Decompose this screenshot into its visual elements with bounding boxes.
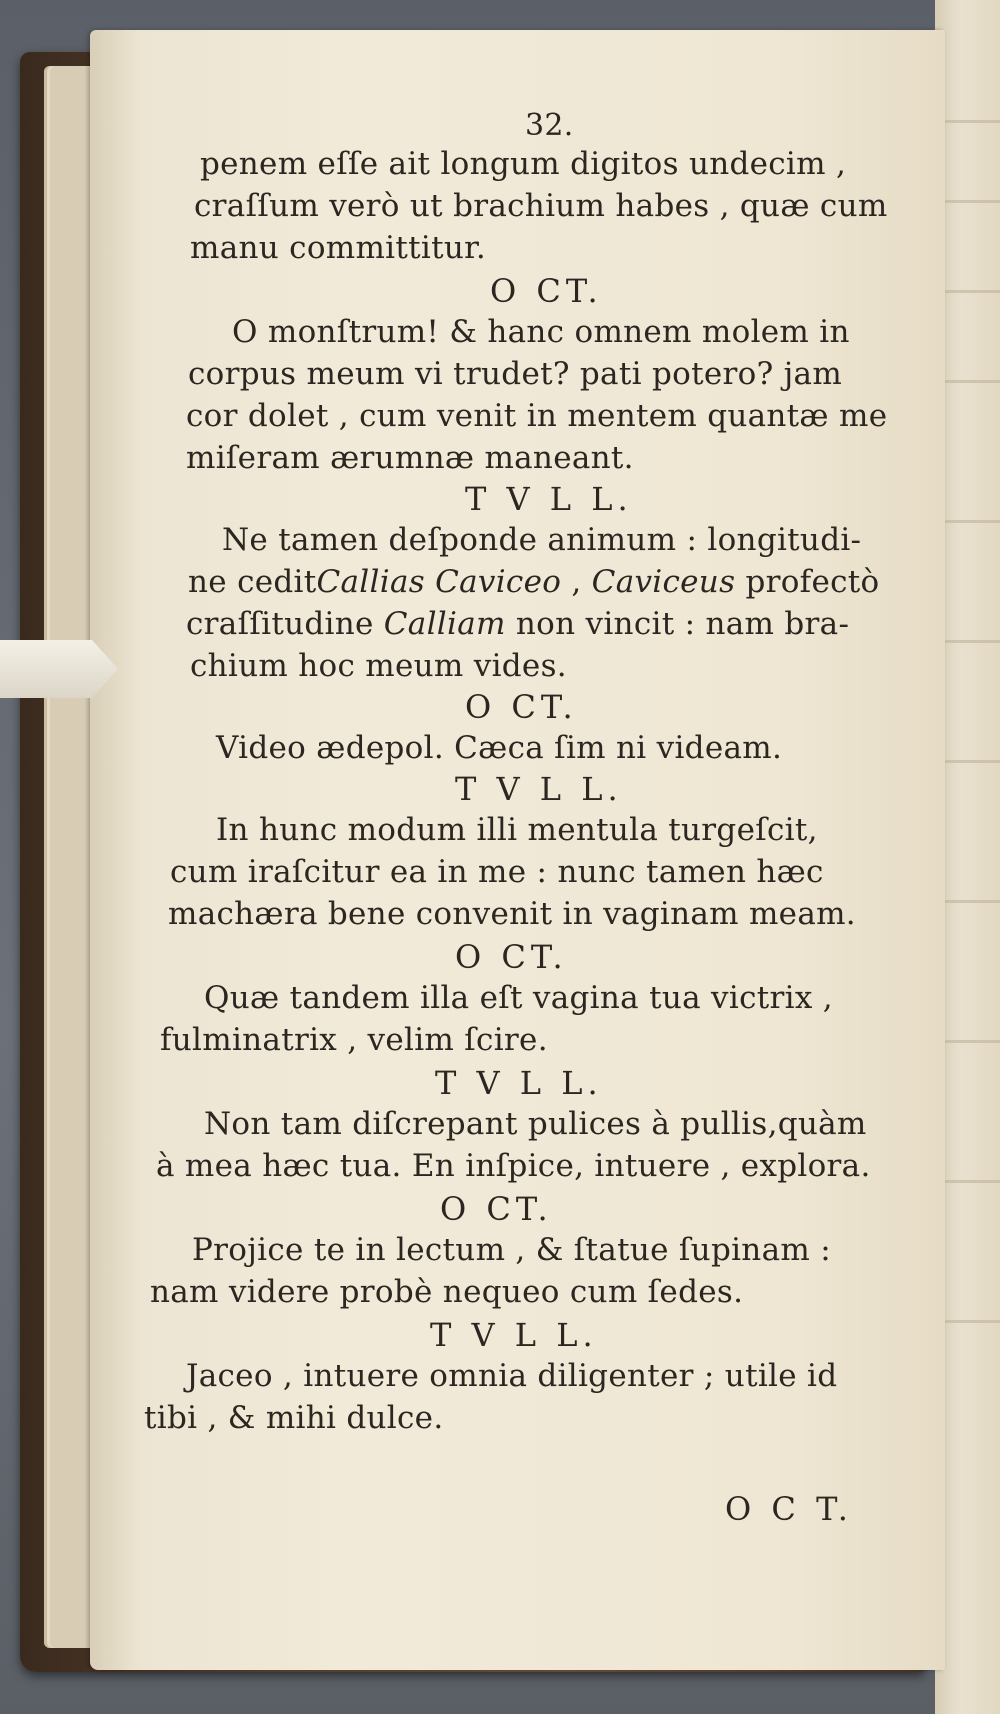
catchword: O C T. [725,1490,853,1528]
text-line: miſeram ærumnæ maneant. [186,440,634,476]
text-line: craſſum verò ut brachium habes , quæ cum [194,188,888,224]
speaker-heading: T V L L. [455,770,623,808]
text-line: Projice te in lectum , & ſtatue ſupinam : [192,1232,831,1268]
speaker-heading: O CT. [465,688,578,726]
text-line: Quæ tandem illa eſt vagina tua victrix , [204,980,833,1016]
text-line: In hunc modum illi mentula turgeſcit, [216,812,818,848]
speaker-heading: O CT. [440,1190,553,1228]
speaker-heading: O CT. [455,938,568,976]
text-line: craſſitudine Calliam non vincit : nam bra- [186,606,850,642]
text-line: cum iraſcitur ea in me : nunc tamen hæc [170,854,824,890]
text-line: penem eſſe ait longum digitos undecim , [200,146,847,182]
speaker-heading: T V L L. [430,1316,598,1354]
text-line: Jaceo , intuere omnia diligenter ; utile id [186,1358,838,1394]
text-line: à mea hæc tua. En inſpice, intuere , explora. [156,1148,871,1184]
text-line: fulminatrix , velim ſcire. [160,1022,548,1058]
text-line: corpus meum vi trudet? pati potero? jam [188,356,843,392]
speaker-heading: T V L L. [435,1064,603,1102]
text-line: O monſtrum! & hanc omnem molem in [232,314,850,350]
text-line: chium hoc meum vides. [190,648,567,684]
speaker-heading: T V L L. [465,480,633,518]
text-line: ne ceditCallias Caviceo , Caviceus profectò [188,564,880,600]
text-line: Video ædepol. Cæca ſim ni videam. [216,730,783,766]
speaker-heading: O CT. [490,272,603,310]
text-line: manu committitur. [190,230,487,266]
text-line: cor dolet , cum venit in mentem quantæ me [186,398,888,434]
text-line: Non tam diſcrepant pulices à pullis,quàm [204,1106,867,1142]
page-number: 32. [525,108,574,143]
text-line: nam videre probè nequeo cum ſedes. [150,1274,744,1310]
text-line: Ne tamen deſponde animum : longitudi- [222,522,862,558]
text-line: machæra bene convenit in vaginam meam. [168,896,856,932]
text-line: tibi , & mihi dulce. [144,1400,444,1436]
